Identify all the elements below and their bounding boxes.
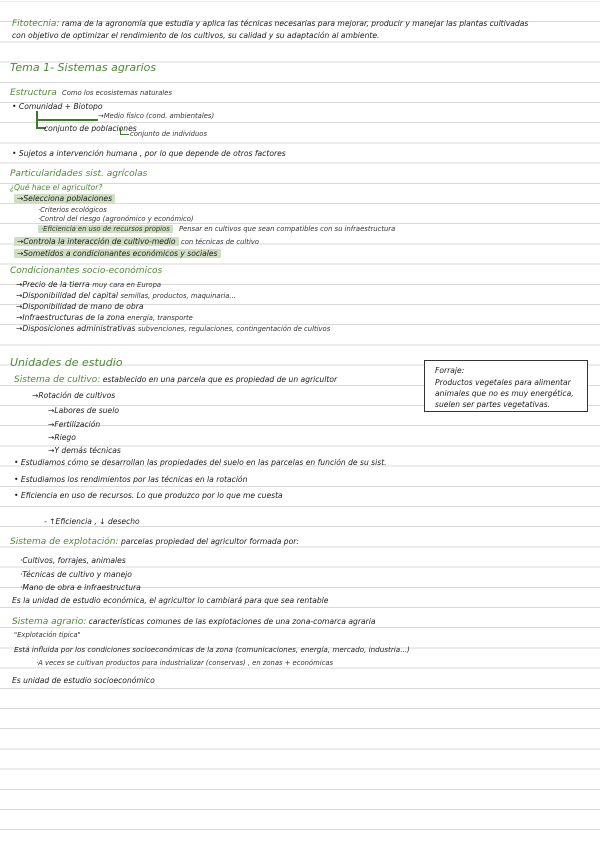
condicionante-2: [16, 291, 236, 301]
intro-line-1: [12, 19, 528, 29]
agrario-label: Sistema agrario:: [12, 617, 87, 627]
rotacion-sub-4: →Y demás técnicas: [48, 446, 121, 455]
unidades-heading: Unidades de estudio: [10, 356, 123, 369]
unidades-bullet-1: • Estudiamos cómo se desarrollan las propiedades del suelo en las parcelas en función de su sist.: [14, 458, 387, 467]
condicionante-5-note: subvenciones, regulaciones, contingentación de cultivos: [137, 325, 331, 333]
control-label: →Controla la interacción de cultivo-medio: [14, 237, 179, 246]
forraje-line-3: suelen ser partes vegetativas.: [435, 400, 551, 409]
sistema-cultivo-line: [14, 375, 337, 385]
criterio-3: [38, 225, 395, 234]
agrario-text: características comunes de las explotaciones de una zona-comarca agraria: [88, 617, 376, 626]
rotacion-sub-2: →Fertilización: [48, 420, 101, 429]
estructura-item-1c: conjunto de individuos: [130, 130, 207, 138]
particularidades-control: [14, 237, 259, 247]
condicionante-1: [16, 280, 161, 290]
condicionante-5: [16, 324, 330, 334]
explotacion-line: [10, 537, 299, 547]
condicionante-4: [16, 313, 193, 323]
forraje-line-1: Productos vegetales para alimentar: [435, 378, 571, 387]
forraje-title: Forraje:: [435, 366, 465, 375]
estructura-heading: Estructura: [10, 88, 57, 98]
rotacion: →Rotación de cultivos: [32, 391, 116, 400]
condicionante-4-main: →Infraestructuras de la zona: [16, 313, 125, 322]
intro-term: Fitotecnia:: [12, 19, 60, 29]
rotacion-sub-3: →Riego: [48, 433, 76, 442]
estructura-bracket-3: [120, 128, 129, 135]
condicionante-5-main: →Disposiciones administrativas: [16, 324, 136, 333]
unidades-bullet-3: • Eficiencia en uso de recursos. Lo que produzco por lo que me cuesta: [14, 491, 283, 500]
intro-line-2: con objetivo de optimizar el rendimiento de los cultivos, su calidad y su adaptación al ambiente.: [12, 31, 380, 40]
condicionante-3-main: →Disponibilidad de mano de obra: [16, 302, 144, 311]
particularidades-selecciona: →Selecciona poblaciones: [14, 194, 115, 203]
tema-title: Tema 1- Sistemas agrarios: [10, 61, 157, 74]
sistema-cultivo-label: Sistema de cultivo:: [14, 375, 101, 385]
agrario-summary: Es unidad de estudio socioeconómico: [12, 676, 155, 685]
explotacion-item-3: ·Mano de obra e infraestructura: [20, 583, 141, 592]
particularidades-heading: Particularidades sist. agrícolas: [10, 169, 148, 179]
condicionante-2-main: →Disponibilidad del capital: [16, 291, 119, 300]
rotacion-sub-1: →Labores de suelo: [48, 406, 119, 415]
sistema-cultivo-text: establecido en una parcela que es propiedad de un agricultor: [102, 375, 338, 384]
explotacion-item-2: ·Técnicas de cultivo y manejo: [20, 570, 132, 579]
agrario-line: [12, 617, 376, 627]
intro-text-1: rama de la agronomía que estudia y aplica las técnicas necesarias para mejorar, producir y manejar las plantas cultivadas: [61, 19, 529, 28]
condicionante-4-note: energía, transporte: [127, 314, 193, 322]
condicionante-1-note: muy cara en Europa: [92, 281, 162, 289]
control-note: con técnicas de cultivo: [180, 238, 260, 246]
criterio-3-label: ·Eficiencia en uso de recursos propios: [38, 225, 173, 233]
criterio-1: ·Criterios ecológicos: [38, 206, 107, 214]
forraje-line-2: animales que no es muy energética,: [435, 389, 574, 398]
particularidades-sometidos: →Sometidos a condicionantes económicos y sociales: [14, 249, 221, 258]
unidades-bullet-2: • Estudiamos los rendimientos por las técnicas en la rotación: [14, 475, 248, 484]
explotacion-summary: Es la unidad de estudio económica, el agricultor lo cambiará para que sea rentable: [12, 596, 329, 605]
agrario-line-1: Está influida por los condiciones socioeconómicas de la zona (comunicaciones, energía, mercado, industria...): [14, 645, 410, 654]
particularidades-question: ¿Qué hace el agricultor?: [10, 183, 103, 192]
estructura-item-2: • Sujetos a intervención humana , por lo que depende de otros factores: [12, 149, 286, 158]
forraje-box: [424, 360, 588, 412]
estructura-note: Como los ecosistemas naturales: [62, 89, 172, 97]
criterio-3-note: Pensar en cultivos que sean compatibles con su infraestructura: [178, 225, 396, 233]
agrario-quote: "Explotación tipica": [14, 631, 81, 639]
estructura-item-1: • Comunidad + Biotopo: [12, 102, 103, 111]
agrario-line-2: ·A veces se cultivan productos para industrializar (conservas) , en zonas + económicas: [36, 659, 334, 667]
condicionante-2-note: semillas, productos, maquinaria...: [120, 292, 236, 300]
condicionante-1-main: →Precio de la tierra: [16, 280, 90, 289]
explotacion-text: parcelas propiedad del agricultor formada por:: [120, 537, 299, 546]
eficiencia-note: - ↑Eficiencia , ↓ desecho: [44, 517, 140, 526]
explotacion-label: Sistema de explotación:: [10, 537, 119, 547]
condicionante-3: [16, 302, 144, 311]
explotacion-item-1: ·Cultivos, forrajes, animales: [20, 556, 126, 565]
estructura-item-1a: →Medio físico (cond. ambientales): [98, 112, 215, 120]
criterio-2: ·Control del riesgo (agronómico y económico): [38, 215, 194, 223]
estructura-item-1b: conjunto de poblaciones: [44, 124, 137, 133]
condicionantes-heading: Condicionantes socio-económicos: [10, 266, 163, 276]
